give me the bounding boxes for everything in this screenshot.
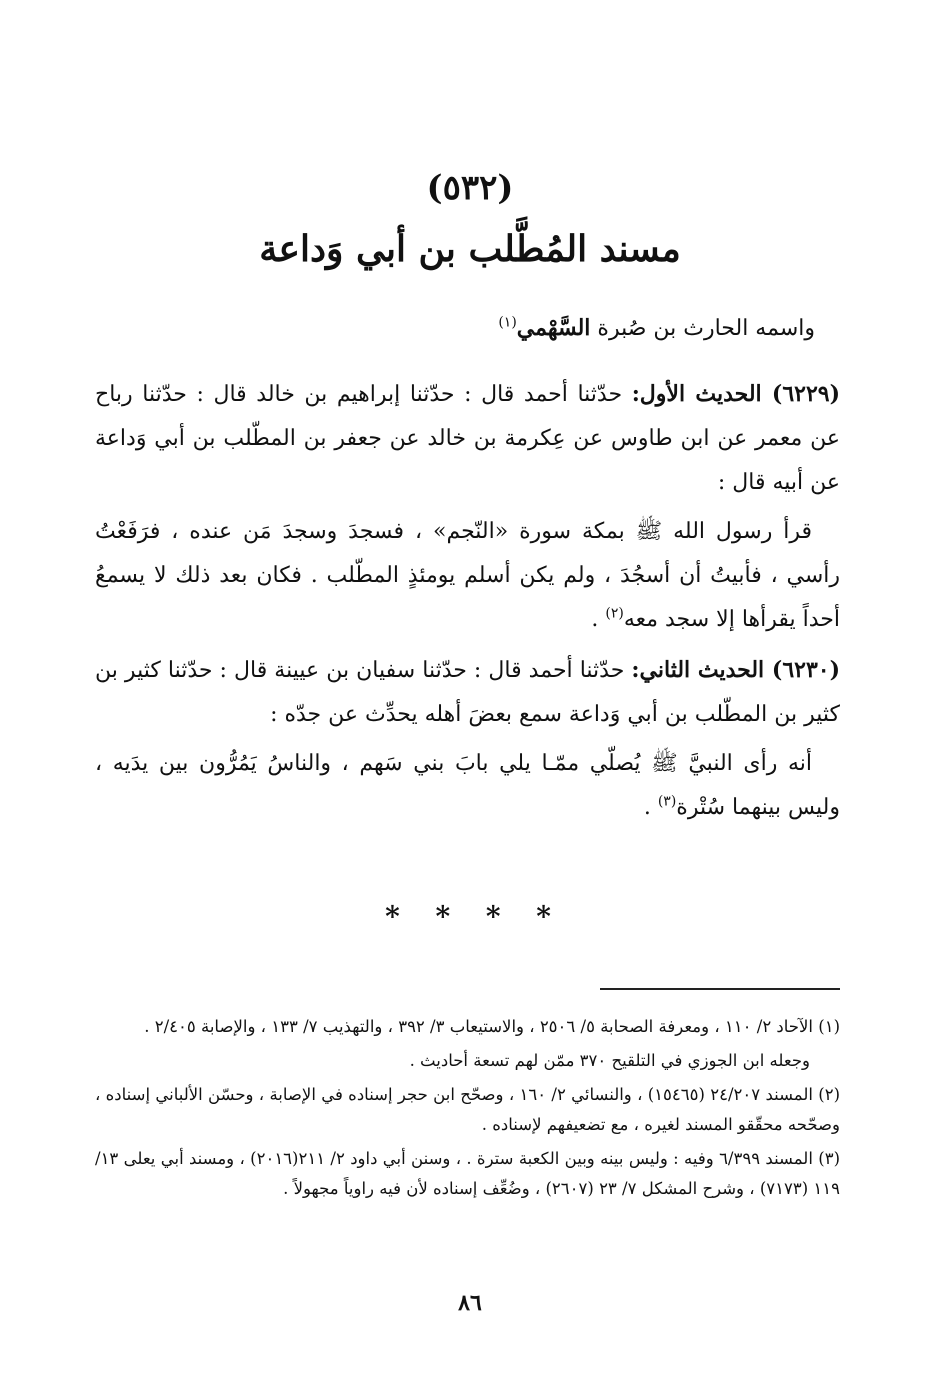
footnote-rule [600, 988, 840, 990]
chapter-number: (٥٣٢) [426, 168, 514, 208]
hadith-1-end: . [591, 607, 606, 632]
hadith-2-end: . [643, 795, 658, 820]
footnote-1-note: وجعله ابن الجوزي في التلقيح ٣٧٠ ممّن لهم تسعة أحاديث . [409, 1051, 810, 1070]
hadith-1-isnad [95, 372, 840, 505]
footnote-ref-3: (٣) [657, 793, 677, 810]
hadith-2-lead: (٦٢٣٠) الحديث الثاني: [631, 657, 840, 683]
hadith-1-lead: (٦٢٢٩) الحديث الأول: [631, 381, 840, 407]
hadith-2-isnad [95, 648, 840, 737]
hadith-1-matn [95, 510, 840, 642]
hadith-2-isnad-text: حدّثنا أحمد قال : حدّثنا سفيان بن عيينة قال : حدّثنا كثير بن كثير بن المطّلب بن أبي وَداعة سمع بعضَ أهله يحدِّث عن جدّه : [95, 658, 840, 727]
hadith-1-isnad-text: حدّثنا أحمد قال : حدّثنا إبراهيم بن خالد قال : حدّثنا رباح عن معمر عن ابن طاوس عن عِكرمة بن خالد عن جعفر بن المطّلب بن أبي وَداعة عن أبيه قال : [95, 382, 840, 495]
footnote-ref-1: (١) [498, 314, 517, 331]
intro-sahmi: السَّهْمي [516, 315, 591, 341]
section-separator: * * * * [385, 900, 555, 933]
intro-line [215, 308, 815, 349]
footnote-2: (٢) المسند ٢٤/٢٠٧ (١٥٤٦٥) ، والنسائي ٢/ ١٦٠ ، وصحّح ابن حجر إسناده في الإصابة ، وحسّن الألباني إسناده ، وصحّحه محقّقو المسند لغيره ، مع تضعيفهم لإسناده . [95, 1085, 841, 1134]
hadith-2-matn [95, 742, 840, 830]
hadith-2-matn-text: أنه رأى النبيَّ ﷺ يُصلّي ممّـا يلي بابَ بني سَهم ، والناسُ يَمُرُّون بين يدَيه ، وليس بينهما سُتْرة [95, 751, 840, 820]
footnote-3: (٣) المسند ٦/٣٩٩ وفيه : وليس بينه وبين الكعبة سترة . ، وسنن أبي داود ٢/ ٢١١(٢٠١٦) ، ومسند أبي يعلى ١٣/ ١١٩ (٧١٧٣) ، وشرح المشكل ٧/ ٢٣ (٢٦٠٧) ، وضُعِّف إسناده لأن فيه راوياً مجهولاً . [95, 1149, 841, 1198]
chapter-title: مسند المُطَّلب بن أبي وَداعة [259, 228, 681, 270]
intro-text: واسمه الحارث بن صُبرة [590, 316, 815, 341]
hadith-1-matn-text: قرأ رسول الله ﷺ بمكة سورة «النّجم» ، فسجدَ وسجدَ مَن عنده ، فرَفَعْتُ رأسي ، فأبيتُ أن أسجُدَ ، ولم يكن أسلم يومئذٍ المطّلب . فكان بعد ذلك لا يسمعُ أحداً يقرأها إلا سجد معه [95, 519, 840, 632]
page-number: ٨٦ [458, 1290, 482, 1316]
footnotes [95, 1012, 840, 1208]
footnote-1: (١) الآحاد ٢/ ١١٠ ، ومعرفة الصحابة ٥/ ٢٥٠٦ ، والاستيعاب ٣/ ٣٩٢ ، والتهذيب ٧/ ١٣٣ ، والإصابة ٢/٤٠٥ . [144, 1017, 840, 1036]
footnote-ref-2: (٢) [605, 605, 624, 622]
